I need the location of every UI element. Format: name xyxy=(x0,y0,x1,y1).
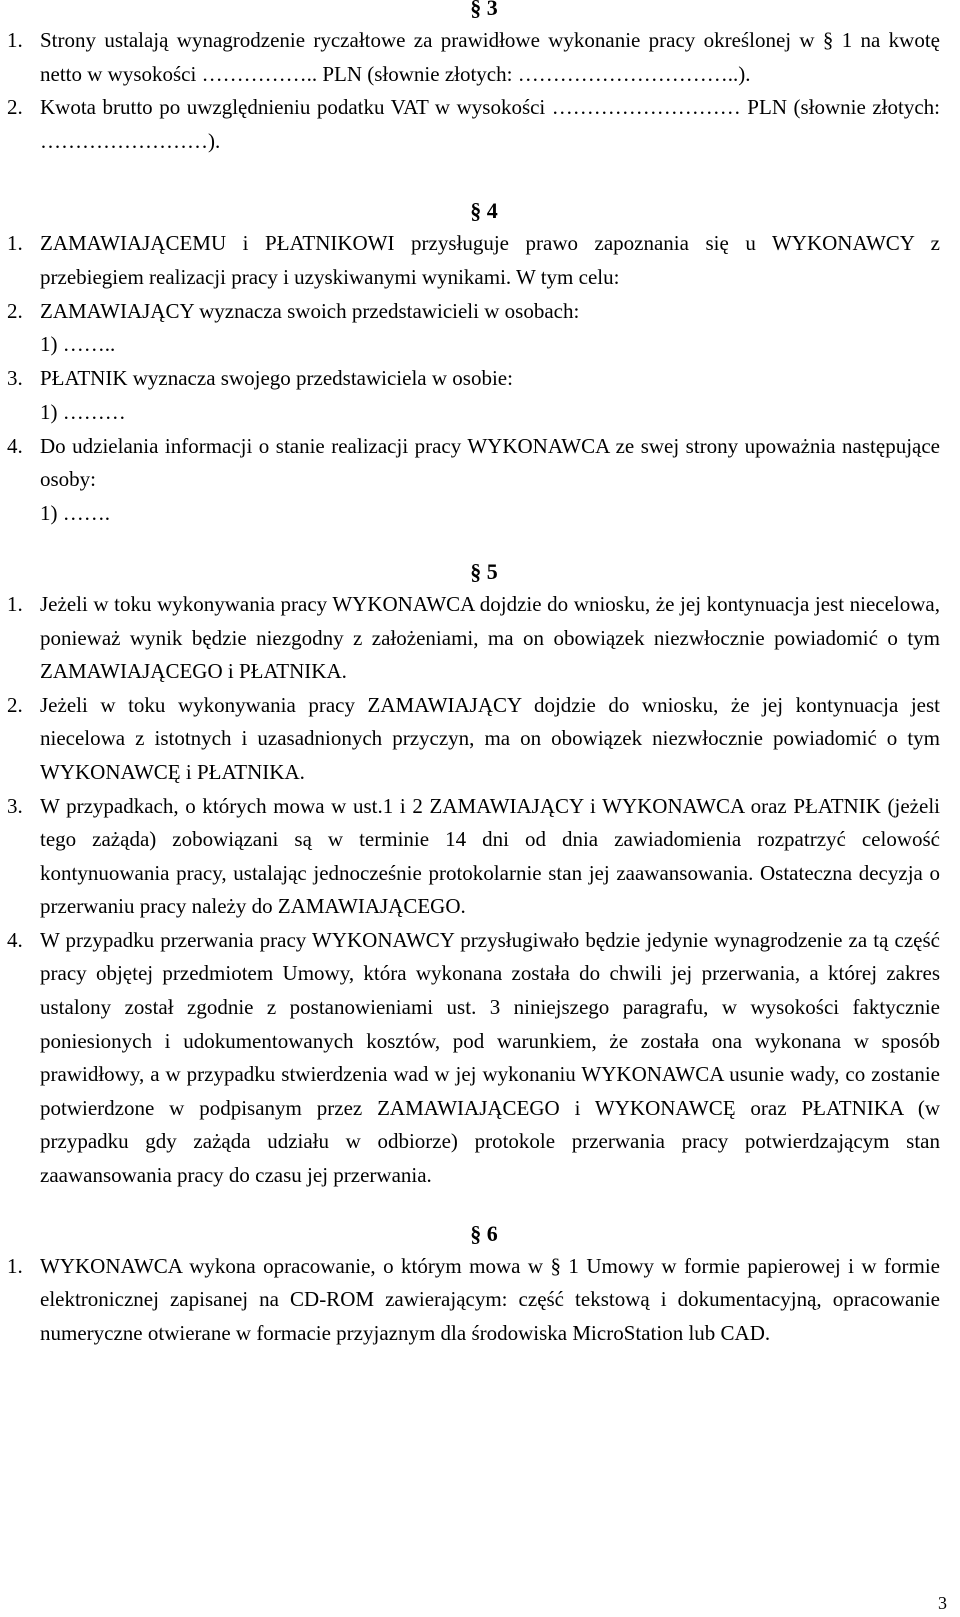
section-5-item-2 xyxy=(0,689,960,790)
item-number: 1. xyxy=(7,28,23,52)
section-3-item-2 xyxy=(0,91,960,158)
item-text: ZAMAWIAJĄCY wyznacza swoich przedstawicieli w osobach: xyxy=(40,298,580,323)
section-5-item-1 xyxy=(0,588,960,689)
item-text: ZAMAWIAJĄCEMU i PŁATNIKOWI przysługuje prawo zapoznania się u WYKONAWCY z przebiegiem realizacji pracy i uzyskiwanymi wynikami. W tym celu: xyxy=(40,231,940,289)
section-6-item-1 xyxy=(0,1250,960,1351)
section-3-heading: § 3 xyxy=(470,0,498,20)
item-text: Kwota brutto po uwzględnieniu podatku VAT w wysokości ……………………… PLN (słownie złotych: ……………………). xyxy=(40,95,940,153)
item-text: WYKONAWCA wykona opracowanie, o którym mowa w § 1 Umowy w formie papierowej i w formie elektronicznej zapisanej na CD-ROM zawierającym: część tekstową i dokumentacyjną, opracowanie numeryczne otwierane w formacie przyjaznym dla środowiska MicroStation lub CAD. xyxy=(40,1253,940,1345)
section-4-item-1 xyxy=(0,227,960,294)
item-number: 3. xyxy=(7,793,23,818)
item-text: Strony ustalają wynagrodzenie ryczałtowe za prawidłowe wykonanie pracy określonej w § 1 na kwotę netto w wysokości …………….. PLN (słownie złotych: …………………………..). xyxy=(40,28,940,86)
item-number: 1. xyxy=(7,231,23,256)
section-3-item-1 xyxy=(0,24,960,91)
item-number: 2. xyxy=(7,692,23,717)
item-number: 2. xyxy=(7,95,23,120)
item-number: 3. xyxy=(7,366,23,391)
item-text: Jeżeli w toku wykonywania pracy WYKONAWCA dojdzie do wniosku, że jej kontynuacja jest niecelowa, ponieważ wynik będzie niezgodny z założeniami, ma on obowiązek niezwłocznie powiadomić o tym ZAMAWIAJĄCEGO i PŁATNIKA. xyxy=(40,591,940,684)
item-text: W przypadkach, o których mowa w ust.1 i 2 ZAMAWIAJĄCY i WYKONAWCA oraz PŁATNIK (jeżeli tego zażąda) zobowiązani są w terminie 14 dni od dnia zawiadomienia rozpatrzyć celowość kontynuowania pracy, ustalając jednocześnie protokolarnie stan jej zaawansowania. Ostateczna decyzja o przerwaniu pracy należy do ZAMAWIAJĄCEGO. xyxy=(40,793,940,919)
item-text: W przypadku przerwania pracy WYKONAWCY przysługiwało będzie jedynie wynagrodzenie za tą część pracy objętej przedmiotem Umowy, która wykonana została do chwili jej przerwania, a której zakres ustalony został zgodnie z postanowieniami ust. 3 niniejszego paragrafu, w wysokości faktycznie poniesionych i udokumentowanych kosztów, pod warunkiem, że została ona wykonana w sposób prawidłowy, a w przypadku stwierdzenia wad w jej wykonaniu WYKONAWCA usunie wady, co zostanie potwierdzone w podpisanym przez ZAMAWIAJĄCEGO i WYKONAWCĘ oraz PŁATNIKA (w przypadku gdy zażąda udziału w odbiorze) protokole przerwania pracy potwierdzającym stan zaawansowania pracy do czasu jej przerwania. xyxy=(40,927,940,1188)
section-5-item-3 xyxy=(0,790,960,924)
section-5-item-4 xyxy=(0,924,960,1193)
section-4-heading: § 4 xyxy=(470,198,498,224)
section-5-heading: § 5 xyxy=(470,558,498,584)
section-4-item-3-sub: 1) ……… xyxy=(40,399,126,424)
page-number: 3 xyxy=(938,1593,947,1613)
section-4-item-4 xyxy=(0,430,960,497)
section-4-item-2-sub: 1) …….. xyxy=(40,332,116,357)
item-number: 4. xyxy=(7,927,23,952)
item-text: PŁATNIK wyznacza swojego przedstawiciela w osobie: xyxy=(40,366,513,391)
section-4-item-4-sub: 1) ……. xyxy=(40,500,110,525)
item-number: 2. xyxy=(7,298,23,323)
item-number: 4. xyxy=(7,433,23,458)
section-6-heading: § 6 xyxy=(470,1220,498,1246)
item-text: Do udzielania informacji o stanie realizacji pracy WYKONAWCA ze swej strony upoważnia następujące osoby: xyxy=(40,433,940,492)
item-number: 1. xyxy=(7,1253,23,1278)
section-4-item-2 xyxy=(0,295,960,329)
item-number: 1. xyxy=(7,591,23,616)
item-text: Jeżeli w toku wykonywania pracy ZAMAWIAJĄCY dojdzie do wniosku, że jej kontynuacja jest niecelowa z istotnych i uzasadnionych przyczyn, ma on obowiązek niezwłocznie powiadomić o tym WYKONAWCĘ i PŁATNIKA. xyxy=(40,692,940,784)
section-4-item-3 xyxy=(0,362,960,396)
